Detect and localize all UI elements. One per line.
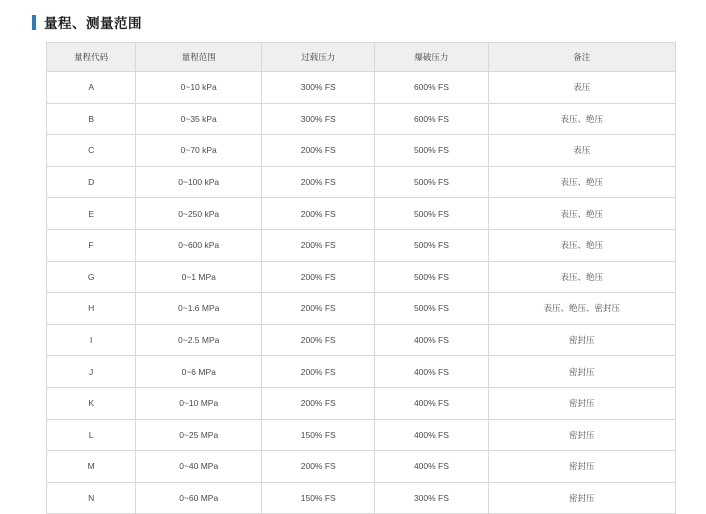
- cell-overload-pressure: 200% FS: [262, 166, 375, 198]
- table-row: [47, 419, 676, 451]
- cell-overload-pressure: 200% FS: [262, 198, 375, 230]
- cell-burst-pressure: 400% FS: [375, 451, 488, 483]
- cell-range-code: E: [47, 198, 136, 230]
- table-row: [47, 103, 676, 135]
- cell-range-code: G: [47, 261, 136, 293]
- cell-range-span: 0~1.6 MPa: [136, 293, 262, 325]
- cell-range-span: 0~70 kPa: [136, 135, 262, 167]
- cell-range-code: A: [47, 72, 136, 104]
- table-row: [47, 482, 676, 514]
- table-row: [47, 135, 676, 167]
- column-header-burst-pressure: 爆破压力: [375, 43, 488, 72]
- cell-overload-pressure: 200% FS: [262, 356, 375, 388]
- cell-burst-pressure: 500% FS: [375, 198, 488, 230]
- cell-burst-pressure: 600% FS: [375, 72, 488, 104]
- cell-remark: 密封压: [488, 356, 675, 388]
- page-title: 量程、测量范围: [44, 16, 142, 31]
- cell-remark: 表压、绝压、密封压: [488, 293, 675, 325]
- cell-range-span: 0~100 kPa: [136, 166, 262, 198]
- cell-range-code: B: [47, 103, 136, 135]
- cell-burst-pressure: 400% FS: [375, 387, 488, 419]
- cell-remark: 密封压: [488, 387, 675, 419]
- measurement-range-table: [46, 42, 676, 514]
- cell-range-span: 0~60 MPa: [136, 482, 262, 514]
- cell-overload-pressure: 200% FS: [262, 135, 375, 167]
- cell-remark: 密封压: [488, 482, 675, 514]
- cell-range-code: N: [47, 482, 136, 514]
- table-row: [47, 166, 676, 198]
- cell-overload-pressure: 200% FS: [262, 261, 375, 293]
- cell-range-span: 0~600 kPa: [136, 229, 262, 261]
- table-row: [47, 261, 676, 293]
- cell-range-span: 0~1 MPa: [136, 261, 262, 293]
- column-header-overload-pressure: 过载压力: [262, 43, 375, 72]
- cell-burst-pressure: 400% FS: [375, 324, 488, 356]
- table-row: [47, 293, 676, 325]
- cell-range-span: 0~10 kPa: [136, 72, 262, 104]
- table-body: [47, 72, 676, 514]
- cell-overload-pressure: 200% FS: [262, 451, 375, 483]
- cell-range-span: 0~250 kPa: [136, 198, 262, 230]
- cell-overload-pressure: 150% FS: [262, 482, 375, 514]
- cell-range-code: L: [47, 419, 136, 451]
- cell-overload-pressure: 300% FS: [262, 103, 375, 135]
- cell-range-code: H: [47, 293, 136, 325]
- cell-burst-pressure: 500% FS: [375, 135, 488, 167]
- table-row: [47, 324, 676, 356]
- cell-remark: 密封压: [488, 451, 675, 483]
- cell-burst-pressure: 500% FS: [375, 229, 488, 261]
- cell-remark: 表压、绝压: [488, 229, 675, 261]
- cell-range-code: C: [47, 135, 136, 167]
- cell-burst-pressure: 500% FS: [375, 261, 488, 293]
- cell-range-span: 0~10 MPa: [136, 387, 262, 419]
- table-row: [47, 387, 676, 419]
- table-row: [47, 72, 676, 104]
- column-header-remark: 备注: [488, 43, 675, 72]
- cell-remark: 表压、绝压: [488, 198, 675, 230]
- cell-burst-pressure: 500% FS: [375, 166, 488, 198]
- cell-remark: 密封压: [488, 419, 675, 451]
- accent-bar-icon: [32, 15, 36, 30]
- cell-range-span: 0~2.5 MPa: [136, 324, 262, 356]
- table-header-row: [47, 43, 676, 72]
- cell-remark: 表压: [488, 135, 675, 167]
- cell-overload-pressure: 200% FS: [262, 324, 375, 356]
- cell-range-span: 0~35 kPa: [136, 103, 262, 135]
- cell-overload-pressure: 200% FS: [262, 293, 375, 325]
- cell-range-code: F: [47, 229, 136, 261]
- spec-table-container: [0, 42, 706, 514]
- cell-remark: 表压、绝压: [488, 166, 675, 198]
- cell-burst-pressure: 500% FS: [375, 293, 488, 325]
- cell-overload-pressure: 300% FS: [262, 72, 375, 104]
- column-header-range-span: 量程范围: [136, 43, 262, 72]
- table-row: [47, 451, 676, 483]
- cell-overload-pressure: 200% FS: [262, 387, 375, 419]
- cell-remark: 表压: [488, 72, 675, 104]
- cell-range-span: 0~25 MPa: [136, 419, 262, 451]
- table-row: [47, 356, 676, 388]
- cell-burst-pressure: 400% FS: [375, 419, 488, 451]
- section-heading: [0, 0, 706, 42]
- cell-range-code: J: [47, 356, 136, 388]
- table-row: [47, 198, 676, 230]
- cell-overload-pressure: 200% FS: [262, 229, 375, 261]
- cell-range-code: M: [47, 451, 136, 483]
- cell-overload-pressure: 150% FS: [262, 419, 375, 451]
- cell-range-code: K: [47, 387, 136, 419]
- cell-range-span: 0~6 MPa: [136, 356, 262, 388]
- cell-remark: 表压、绝压: [488, 103, 675, 135]
- cell-burst-pressure: 600% FS: [375, 103, 488, 135]
- column-header-range-code: 量程代码: [47, 43, 136, 72]
- cell-burst-pressure: 300% FS: [375, 482, 488, 514]
- cell-range-code: I: [47, 324, 136, 356]
- cell-remark: 密封压: [488, 324, 675, 356]
- cell-burst-pressure: 400% FS: [375, 356, 488, 388]
- cell-range-code: D: [47, 166, 136, 198]
- cell-range-span: 0~40 MPa: [136, 451, 262, 483]
- cell-remark: 表压、绝压: [488, 261, 675, 293]
- table-row: [47, 229, 676, 261]
